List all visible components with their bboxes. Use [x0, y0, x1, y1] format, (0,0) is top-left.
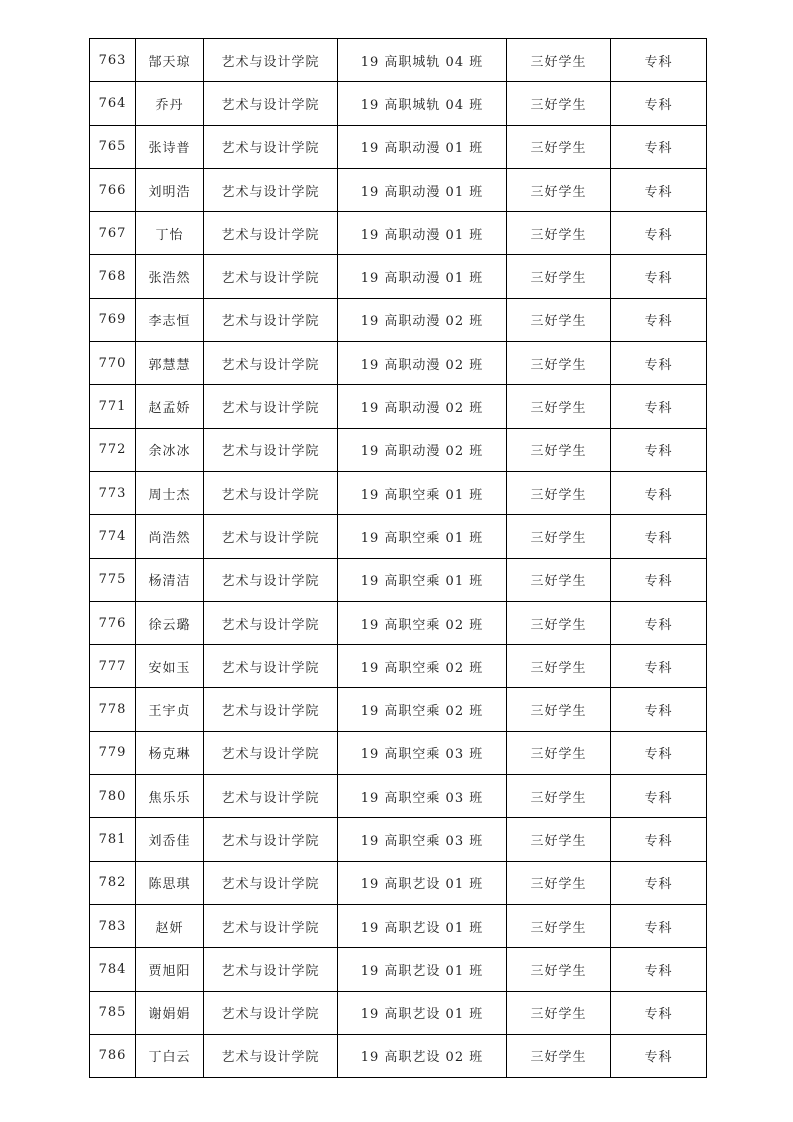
cell-student-name: 赵妍 [136, 904, 204, 947]
cell-number: 769 [90, 298, 136, 341]
cell-student-name: 赵孟娇 [136, 385, 204, 428]
cell-student-name: 徐云璐 [136, 601, 204, 644]
cell-honor: 三好学生 [507, 991, 611, 1034]
cell-student-name: 王宇贞 [136, 688, 204, 731]
cell-honor: 三好学生 [507, 861, 611, 904]
cell-number: 767 [90, 212, 136, 255]
cell-student-name: 尚浩然 [136, 515, 204, 558]
table-row [90, 688, 707, 731]
cell-level: 专科 [611, 775, 707, 818]
cell-college: 艺术与设计学院 [204, 818, 338, 861]
cell-level: 专科 [611, 948, 707, 991]
cell-student-name: 贾旭阳 [136, 948, 204, 991]
cell-level: 专科 [611, 904, 707, 947]
table-row [90, 861, 707, 904]
honor-roster-table [89, 38, 707, 1078]
cell-number: 785 [90, 991, 136, 1034]
table-row [90, 991, 707, 1034]
cell-college: 艺术与设计学院 [204, 775, 338, 818]
cell-college: 艺术与设计学院 [204, 255, 338, 298]
cell-college: 艺术与设计学院 [204, 515, 338, 558]
cell-level: 专科 [611, 428, 707, 471]
table-row [90, 645, 707, 688]
cell-level: 专科 [611, 861, 707, 904]
cell-level: 专科 [611, 298, 707, 341]
cell-class: 19 高职空乘 01 班 [338, 471, 507, 514]
cell-honor: 三好学生 [507, 775, 611, 818]
cell-honor: 三好学生 [507, 255, 611, 298]
cell-honor: 三好学生 [507, 212, 611, 255]
cell-class: 19 高职动漫 02 班 [338, 342, 507, 385]
cell-class: 19 高职空乘 03 班 [338, 731, 507, 774]
cell-class: 19 高职空乘 02 班 [338, 645, 507, 688]
cell-college: 艺术与设计学院 [204, 731, 338, 774]
cell-honor: 三好学生 [507, 428, 611, 471]
cell-college: 艺术与设计学院 [204, 991, 338, 1034]
cell-level: 专科 [611, 385, 707, 428]
cell-honor: 三好学生 [507, 471, 611, 514]
cell-number: 781 [90, 818, 136, 861]
cell-student-name: 郭慧慧 [136, 342, 204, 385]
table-row [90, 775, 707, 818]
cell-student-name: 安如玉 [136, 645, 204, 688]
cell-class: 19 高职动漫 02 班 [338, 298, 507, 341]
cell-college: 艺术与设计学院 [204, 645, 338, 688]
table-row [90, 428, 707, 471]
cell-number: 774 [90, 515, 136, 558]
table-row [90, 212, 707, 255]
table-row [90, 1034, 707, 1077]
cell-level: 专科 [611, 818, 707, 861]
cell-college: 艺术与设计学院 [204, 948, 338, 991]
cell-class: 19 高职动漫 01 班 [338, 125, 507, 168]
cell-college: 艺术与设计学院 [204, 168, 338, 211]
cell-number: 764 [90, 82, 136, 125]
cell-level: 专科 [611, 471, 707, 514]
cell-level: 专科 [611, 731, 707, 774]
cell-class: 19 高职空乘 02 班 [338, 601, 507, 644]
cell-number: 772 [90, 428, 136, 471]
cell-number: 783 [90, 904, 136, 947]
cell-class: 19 高职艺设 01 班 [338, 904, 507, 947]
cell-college: 艺术与设计学院 [204, 861, 338, 904]
cell-college: 艺术与设计学院 [204, 558, 338, 601]
cell-college: 艺术与设计学院 [204, 212, 338, 255]
cell-student-name: 焦乐乐 [136, 775, 204, 818]
cell-number: 778 [90, 688, 136, 731]
cell-college: 艺术与设计学院 [204, 904, 338, 947]
cell-number: 768 [90, 255, 136, 298]
cell-level: 专科 [611, 645, 707, 688]
cell-honor: 三好学生 [507, 39, 611, 82]
cell-number: 786 [90, 1034, 136, 1077]
cell-number: 780 [90, 775, 136, 818]
cell-number: 770 [90, 342, 136, 385]
cell-honor: 三好学生 [507, 645, 611, 688]
cell-class: 19 高职空乘 01 班 [338, 558, 507, 601]
table-row [90, 125, 707, 168]
cell-college: 艺术与设计学院 [204, 125, 338, 168]
cell-level: 专科 [611, 212, 707, 255]
table-row [90, 342, 707, 385]
cell-class: 19 高职动漫 02 班 [338, 385, 507, 428]
cell-level: 专科 [611, 39, 707, 82]
table-body [90, 39, 707, 1078]
cell-level: 专科 [611, 342, 707, 385]
table-row [90, 904, 707, 947]
cell-college: 艺术与设计学院 [204, 342, 338, 385]
cell-college: 艺术与设计学院 [204, 1034, 338, 1077]
cell-level: 专科 [611, 168, 707, 211]
cell-college: 艺术与设计学院 [204, 385, 338, 428]
cell-number: 765 [90, 125, 136, 168]
cell-student-name: 张诗普 [136, 125, 204, 168]
cell-class: 19 高职空乘 03 班 [338, 818, 507, 861]
cell-student-name: 杨清洁 [136, 558, 204, 601]
cell-number: 775 [90, 558, 136, 601]
cell-honor: 三好学生 [507, 818, 611, 861]
cell-level: 专科 [611, 82, 707, 125]
cell-student-name: 刘岙佳 [136, 818, 204, 861]
cell-class: 19 高职艺设 01 班 [338, 991, 507, 1034]
cell-honor: 三好学生 [507, 948, 611, 991]
cell-number: 784 [90, 948, 136, 991]
cell-honor: 三好学生 [507, 342, 611, 385]
cell-class: 19 高职空乘 01 班 [338, 515, 507, 558]
table-row [90, 385, 707, 428]
cell-honor: 三好学生 [507, 515, 611, 558]
cell-student-name: 陈思琪 [136, 861, 204, 904]
cell-level: 专科 [611, 255, 707, 298]
cell-level: 专科 [611, 991, 707, 1034]
table-row [90, 515, 707, 558]
cell-college: 艺术与设计学院 [204, 428, 338, 471]
cell-honor: 三好学生 [507, 688, 611, 731]
table-row [90, 298, 707, 341]
cell-number: 763 [90, 39, 136, 82]
table-row [90, 39, 707, 82]
cell-class: 19 高职动漫 01 班 [338, 168, 507, 211]
table-row [90, 601, 707, 644]
table-row [90, 255, 707, 298]
cell-honor: 三好学生 [507, 731, 611, 774]
cell-college: 艺术与设计学院 [204, 471, 338, 514]
cell-level: 专科 [611, 688, 707, 731]
cell-college: 艺术与设计学院 [204, 39, 338, 82]
cell-level: 专科 [611, 1034, 707, 1077]
cell-honor: 三好学生 [507, 558, 611, 601]
cell-class: 19 高职城轨 04 班 [338, 82, 507, 125]
cell-honor: 三好学生 [507, 601, 611, 644]
cell-number: 766 [90, 168, 136, 211]
table-row [90, 471, 707, 514]
table-row [90, 558, 707, 601]
cell-honor: 三好学生 [507, 168, 611, 211]
cell-student-name: 李志恒 [136, 298, 204, 341]
table-row [90, 82, 707, 125]
cell-student-name: 余冰冰 [136, 428, 204, 471]
table-row [90, 818, 707, 861]
cell-student-name: 乔丹 [136, 82, 204, 125]
cell-college: 艺术与设计学院 [204, 601, 338, 644]
cell-student-name: 杨克琳 [136, 731, 204, 774]
cell-class: 19 高职艺设 01 班 [338, 861, 507, 904]
cell-student-name: 郜天琼 [136, 39, 204, 82]
cell-class: 19 高职动漫 01 班 [338, 212, 507, 255]
cell-student-name: 周士杰 [136, 471, 204, 514]
cell-honor: 三好学生 [507, 82, 611, 125]
cell-class: 19 高职空乘 03 班 [338, 775, 507, 818]
cell-college: 艺术与设计学院 [204, 82, 338, 125]
cell-college: 艺术与设计学院 [204, 688, 338, 731]
cell-level: 专科 [611, 125, 707, 168]
cell-class: 19 高职城轨 04 班 [338, 39, 507, 82]
cell-student-name: 丁白云 [136, 1034, 204, 1077]
cell-student-name: 谢娟娟 [136, 991, 204, 1034]
table-row [90, 168, 707, 211]
cell-number: 777 [90, 645, 136, 688]
cell-class: 19 高职空乘 02 班 [338, 688, 507, 731]
cell-number: 782 [90, 861, 136, 904]
cell-honor: 三好学生 [507, 298, 611, 341]
cell-honor: 三好学生 [507, 904, 611, 947]
cell-student-name: 丁怡 [136, 212, 204, 255]
cell-number: 779 [90, 731, 136, 774]
table-row [90, 948, 707, 991]
cell-class: 19 高职艺设 02 班 [338, 1034, 507, 1077]
cell-student-name: 刘明浩 [136, 168, 204, 211]
cell-number: 771 [90, 385, 136, 428]
cell-number: 776 [90, 601, 136, 644]
cell-college: 艺术与设计学院 [204, 298, 338, 341]
cell-honor: 三好学生 [507, 385, 611, 428]
cell-class: 19 高职艺设 01 班 [338, 948, 507, 991]
cell-level: 专科 [611, 515, 707, 558]
cell-class: 19 高职动漫 01 班 [338, 255, 507, 298]
cell-level: 专科 [611, 558, 707, 601]
cell-number: 773 [90, 471, 136, 514]
cell-honor: 三好学生 [507, 1034, 611, 1077]
table-row [90, 731, 707, 774]
cell-class: 19 高职动漫 02 班 [338, 428, 507, 471]
cell-student-name: 张浩然 [136, 255, 204, 298]
cell-level: 专科 [611, 601, 707, 644]
cell-honor: 三好学生 [507, 125, 611, 168]
